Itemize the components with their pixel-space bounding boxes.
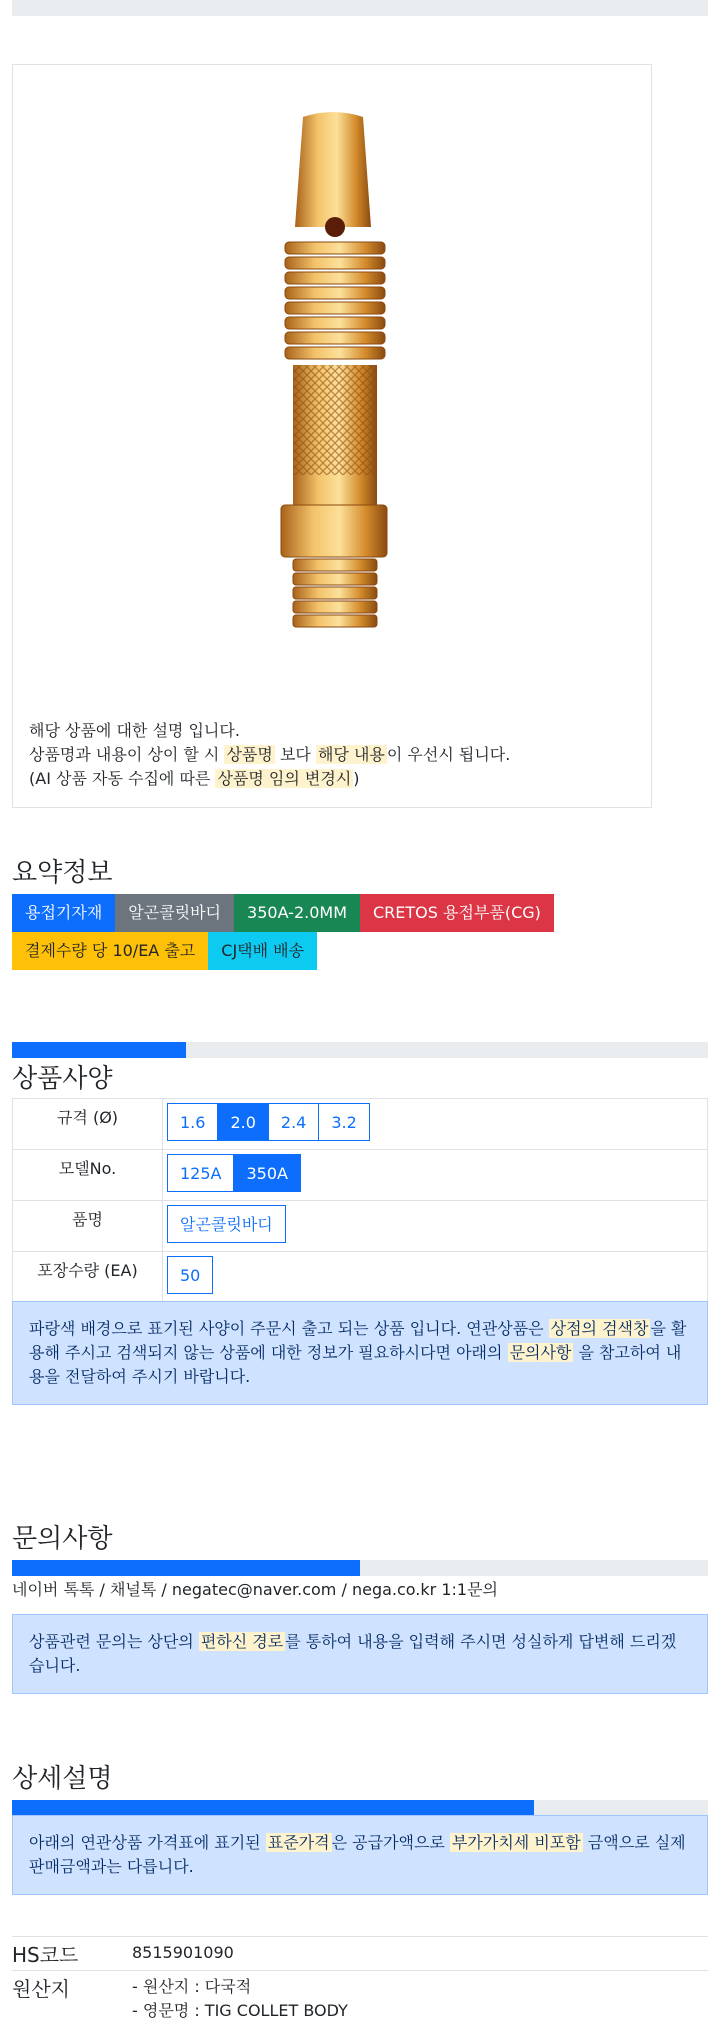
badge-spec: 350A-2.0MM (234, 894, 360, 932)
notice-text: 상품관련 문의는 상단의 (29, 1632, 194, 1651)
detail-progress-bar (12, 1800, 708, 1816)
option-button-selected[interactable]: 2.0 (217, 1103, 268, 1141)
notice-text: 은 공급가액으로 (331, 1833, 445, 1852)
badge-brand: CRETOS 용접부품(CG) (360, 894, 554, 932)
top-divider-bar (12, 0, 708, 16)
summary-badges-row-2 (12, 932, 712, 970)
option-button[interactable]: 2.4 (268, 1103, 319, 1141)
spec-label: 모델No. (13, 1150, 163, 1201)
spec-label: 품명 (13, 1201, 163, 1252)
spec-progress-bar (12, 1042, 708, 1058)
info-row-origin (12, 1971, 708, 2019)
info-value: 8515901090 (132, 1943, 234, 1962)
description-text: 보다 (279, 745, 311, 764)
summary-badges (12, 894, 712, 932)
description-text: 이 우선시 됩니다. (386, 745, 511, 764)
spec-label: 포장수량 (EA) (13, 1252, 163, 1303)
spec-notice (12, 1301, 708, 1405)
spec-options (163, 1252, 708, 1303)
info-label: HS코드 (12, 1943, 79, 1967)
badge-product-name: 알곤콜릿바디 (115, 894, 234, 932)
channel-website-inquiry[interactable]: nega.co.kr 1:1문의 (351, 1580, 498, 1599)
description-text: 해당 상품에 대한 설명 입니다. (29, 721, 240, 740)
inquiry-heading: 문의사항 (12, 1524, 113, 1554)
highlight-text: 편하신 경로 (200, 1632, 284, 1651)
spec-options (163, 1099, 708, 1150)
detail-notice (12, 1815, 708, 1895)
spec-options (163, 1201, 708, 1252)
separator: / (161, 1580, 167, 1599)
description-line-1 (29, 719, 510, 743)
contact-channels (12, 1577, 498, 1600)
notice-text: 아래의 연관상품 가격표에 표기된 (29, 1833, 261, 1852)
info-value (132, 1971, 348, 2019)
spec-progress-fill (12, 1042, 186, 1058)
notice-text: 을 활용해 주시고 검색되지 않는 상품에 대한 정보가 필요하시다면 아래의 (29, 1319, 687, 1362)
channel-channeltalk[interactable]: 채널톡 (109, 1580, 157, 1599)
highlight-text: 해당 내용 (317, 745, 385, 764)
notice-text: 을 참고하여 내용을 전달하여 주시기 바랍니다. (29, 1343, 682, 1386)
description-line-3 (29, 767, 510, 791)
inquiry-notice (12, 1614, 708, 1694)
highlight-text: 상점의 검색창 (550, 1319, 649, 1338)
detail-heading: 상세설명 (12, 1764, 113, 1794)
spec-row-size (13, 1099, 708, 1150)
description-text: ) (353, 769, 360, 788)
inquiry-progress-fill (12, 1560, 360, 1576)
product-description (29, 719, 510, 791)
option-button-selected[interactable]: 350A (233, 1154, 300, 1192)
spec-heading: 상품사양 (12, 1064, 113, 1094)
highlight-text: 표준가격 (267, 1833, 330, 1852)
highlight-text: 문의사항 (509, 1343, 572, 1362)
channel-naver-talktalk[interactable]: 네이버 톡톡 (12, 1580, 95, 1599)
separator: / (341, 1580, 347, 1599)
notice-text: 파랑색 배경으로 표기된 사양이 주문시 출고 되는 상품 입니다. 연관상품은 (29, 1319, 544, 1338)
channel-email[interactable]: negatec@naver.com (171, 1580, 337, 1599)
option-button[interactable]: 125A (167, 1154, 234, 1192)
origin-line: - 원산지 : 다국적 (132, 1977, 252, 1996)
collet-body-image (263, 107, 403, 667)
spec-row-model (13, 1150, 708, 1201)
description-text: 상품명과 내용이 상이 할 시 (29, 745, 220, 764)
option-button[interactable]: 1.6 (167, 1103, 218, 1141)
info-label: 원산지 (12, 1977, 70, 2001)
info-row-hs-code (12, 1937, 708, 1971)
product-info-table (12, 1936, 708, 2019)
description-line-2 (29, 743, 510, 767)
highlight-text: 상품명 (226, 745, 273, 764)
spec-table (12, 1098, 708, 1303)
highlight-text: 상품명 임의 변경시 (217, 769, 352, 788)
spec-label: 규격 (Ø) (13, 1099, 163, 1150)
product-image-card (12, 64, 652, 808)
spec-row-name (13, 1201, 708, 1252)
description-text: (AI 상품 자동 수집에 따른 (29, 769, 211, 788)
inquiry-progress-bar (12, 1560, 708, 1576)
badge-quantity: 결제수량 당 10/EA 출고 (12, 932, 208, 970)
origin-line: - 영문명 : TIG COLLET BODY (132, 2001, 348, 2019)
summary-heading: 요약정보 (12, 858, 113, 888)
highlight-text: 부가가치세 비포함 (451, 1833, 581, 1852)
spec-row-package (13, 1252, 708, 1303)
badge-shipping: CJ택배 배송 (208, 932, 317, 970)
notice-text: 를 통하여 내용을 입력해 주시면 성실하게 답변해 드리겠습니다. (29, 1632, 677, 1675)
detail-progress-fill (12, 1800, 534, 1816)
badge-category: 용접기자재 (12, 894, 115, 932)
spec-options (163, 1150, 708, 1201)
separator: / (99, 1580, 105, 1599)
notice-text: 금액으로 실제 판매금액과는 다릅니다. (29, 1833, 686, 1876)
option-button[interactable]: 알곤콜릿바디 (167, 1205, 286, 1243)
option-button[interactable]: 50 (167, 1256, 213, 1294)
option-button[interactable]: 3.2 (318, 1103, 369, 1141)
